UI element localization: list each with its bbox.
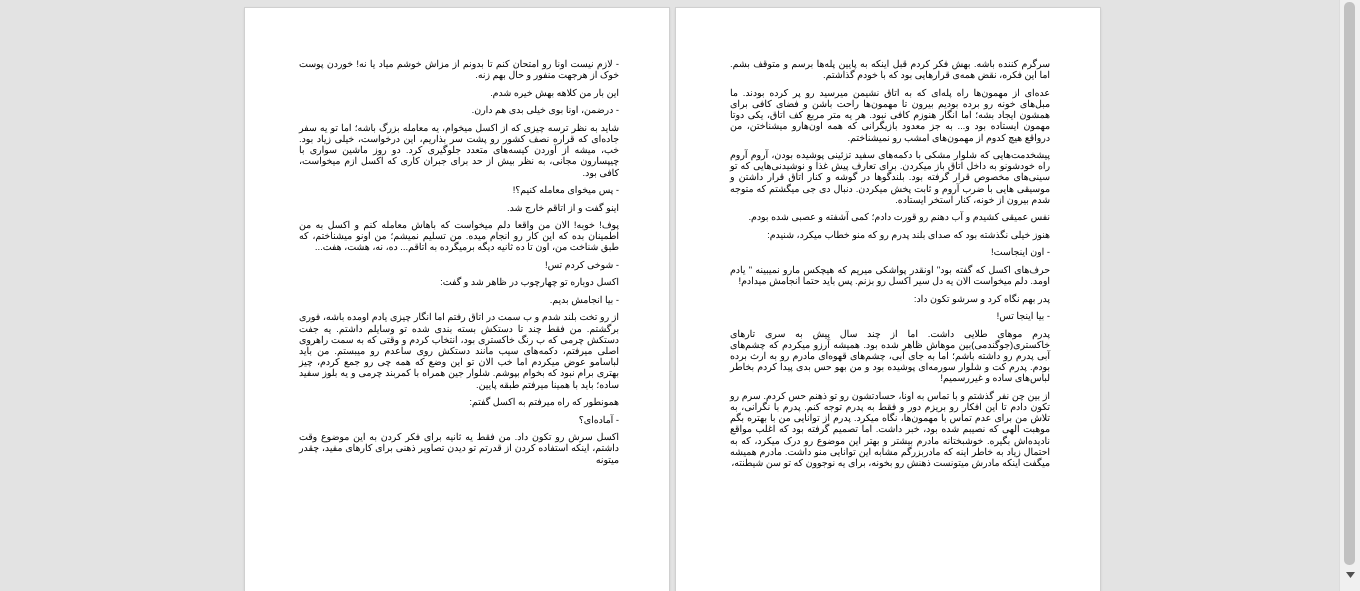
paragraph: این بار من کلاهه بهش خیره شدم. [490,86,619,98]
document-page-left [245,8,669,591]
paragraph: - شوخی کردم تس! [544,258,619,270]
paragraph: - بیا انجامش بدیم. [549,293,619,305]
paragraph: همونطور که راه میرفتم به اکسل گفتم: [469,396,619,408]
paragraph: اینو گفت و از اتاقم خارج شد. [507,201,619,213]
scroll-down-arrow-icon[interactable] [1340,569,1360,581]
paragraph: هنوز خیلی نگذشته بود که صدای بلند پدرم رو که منو خطاب میکرد، شنیدم: [767,228,1050,240]
document-page-right [676,8,1100,591]
paragraph: پدرم موهای طلایی داشت. اما از چند سال پیش به سری تارهای خاکستری(جوگندمی)بین موهاش ظاهر شده بود. همیشه آرزو میکردم که چشم‌های آبی پدرم رو داشته باشم؛ اما به جای آبی، چشم‌های قهوه‌ای مادرم رو به ارث برده بودم. پدرم کت و شلوار سورمه‌ای پوشیده بود و من بهو حس بدی پیدا کردم بخاطر لباس‌های ساده و غیررسمیم! [730,327,1050,384]
paragraph: نفس عمیقی کشیدم و آب دهنم رو قورت دادم؛ کمی آشفته و عصبی شده بودم. [748,211,1050,223]
paragraph: عده‌ای از مهمون‌ها راه پله‌ای که به اتاق نشیمن میرسید رو پر کرده بودند. ما مبل‌های خونه رو برده بودیم بیرون تا مهمون‌ها راحت باشن و فضای کافی برای همشون ایجاد بشه؛ اما انگار هنوزم کافی نبود. هر یه متر مربع کف اتاق، یکی دوتا مهمون ایستاده بود و... به جز معدود بازیگرانی که همه اون‌هارو میشناختن، من درواقع هیچ کدوم از مهمون‌های امشب رو نمیشناختم. [730,86,1050,143]
paragraph: پوف! خوبه! الان من واقعا دلم میخواست که باهاش معامله کنم و اکسل به من اطمینان بده که این کار رو انجام میده. من تسلیم نمیشم؛ من اونو میشناختم، که طبق شناخت من، اون تا ده ثانیه دیگه برمیگرده به اتاقم... ده، نه، هشت، هفت... [299,219,619,253]
paragraph: - درضمن، اونا بوی خیلی بدی هم دارن. [471,104,619,116]
page-text-column [730,58,1050,475]
paragraph: سرگرم کننده باشه. بهش فکر کردم قبل اینکه به پایین پله‌ها برسم و متوقف بشم. اما این فکره، نقض همه‌ی قرارهایی بود که با خودم گذاشتم. [730,58,1050,81]
paragraph: اکسل سرش رو تکون داد. من فقط یه ثانیه برای فکر کردن به این موضوع وقت داشتم، اینکه استفاده کردن از قدرتم تو دیدن تصاویر ذهنی برای کارهای مفید، چقدر میتونه [299,431,619,465]
paragraph: از رو تخت بلند شدم و ب سمت در اتاق رفتم اما انگار چیزی یادم اومده باشه، فوری برگشتم. من فقط چند تا دستکش بسته بندی شده تو وسایلم داشتم. یه جفت دستکش چرمی که ب رنگ خاکستری بود، انتخاب کردم و وقتی که به سمت راهروی اصلی میرفتم، دکمه‌های سیب مانند دستکش روی ساعدم رو میبستم. من باید لباسامو عوض میکردم اما خب الان تو این وضع که همه چی رو جمع کردم، چیز بهتری برام نبود که بخوام بپوشم. شلوار جین همراه با کمربند چرمی و یه بلوز سفید ساده؛ باید با همینا میرفتم طبقه پایین. [299,311,619,390]
paragraph: - بیا اینجا تس! [996,310,1050,322]
paragraph: پیشخدمت‌هایی که شلوار مشکی با دکمه‌های سفید تزئینی پوشیده بودن، آروم آروم راه خودشونو به داخل اتاق باز میکردن. برای تعارف پیش غذا و نوشیدنی‌هایی که تو سینی‌های مخصوص قرار گرفته بود. بلندگوها در گوشه و کنار اتاق قرار داشتن و موسیقی هایی با ضرب آروم و ثابت پخش میکردن. دنبال دی جی میگشتم که متوجه شدم بیرون از خونه، کنار استخر ایستاده. [730,149,1050,205]
scrollbar-thumb[interactable] [1344,2,1355,565]
paragraph: - آماده‌ای؟ [578,413,619,425]
paragraph: حرف‌های اکسل که گفته بود" اونقدر پواشکی میریم که هیچکس مارو نمیبینه " یادم اومد. دلم میخواست الان یه دل سیر اکسل رو بزنم. پس باید حتما انجامش میدادم! [730,263,1050,287]
paragraph: - پس میخوای معامله کنیم؟! [512,184,619,196]
page-text-column [299,58,619,471]
paragraph: شاید به نظر ترسه چیزی که از اکسل میخوام، یه معامله بزرگ باشه؛ اما تو یه سفر جاده‌ای که قراره نصف کشور رو پشت سر بذاریم، این درخواست، خیلی زیاد بود. خب، میشه از آوردن کیسه‌های متعدد جلوگیری کرد. دو روز ماشین سواری با چیپسارون مجانی، به نظر بیش از حد برای جبران کاری که اکسل ازم میخواست، کافی بود. [299,121,619,178]
paragraph: از بین چن نفر گذشتم و با تماس به اونا، حسادتشون رو تو ذهنم حس کردم. سرم رو تکون دادم تا این افکار رو بریزم دور و فقط به پدرم توجه کنم. پدرم با نگرانی، به تلاش من برای عدم تماس با مهمون‌ها، نگاه میکرد. پدرم از توانایی من با بهتره بگم موهبت الهی که نصیبم شده بود، خبر داشت. اما تصمیم گرفته بود که اغلب مواقع نادیده‌اش بگیره. خوشبختانه مادرم بیشتر و بهتر این موضوع رو درک میکرد، که به احتمال زیاد به خاطر اینه که مادربزرگم مشابه این توانایی منو داشت. مادرم همیشه میگفت اینکه مادرش میتونست ذهنش رو بخونه، برای یه نوجوون که تو سن شیطنته، [730,389,1050,469]
vertical-scrollbar[interactable] [1339,0,1360,591]
paragraph: - لازم نیست اونا رو امتحان کنم تا بدونم از مزاش خوشم میاد یا نه! خوردن پوست خوک از هرجهت منفور و حال بهم زنه. [299,58,619,81]
paragraph: - اون اینجاست! [991,246,1050,258]
paragraph: اکسل دوباره تو چهارچوب در ظاهر شد و گفت: [440,276,619,288]
paragraph: پدر بهم نگاه کرد و سرشو تکون داد: [913,292,1050,304]
